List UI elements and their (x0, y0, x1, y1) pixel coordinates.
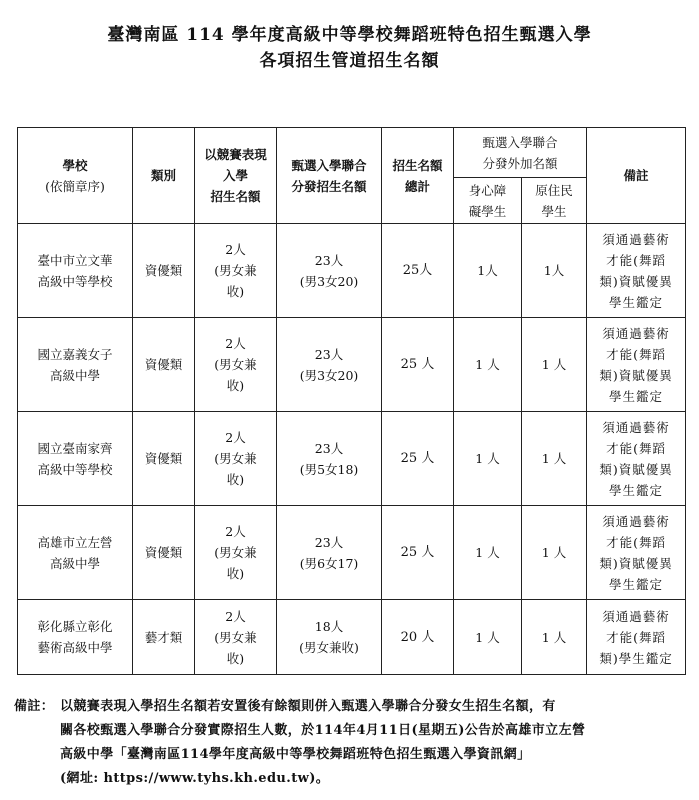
school-name-l2: 高級中等學校 (37, 273, 113, 289)
school-cell (18, 318, 133, 412)
competition-l1: 2人 (225, 524, 246, 539)
remark-l1: 須通過藝術 (602, 608, 670, 624)
disabled-cell: 1 人 (454, 506, 522, 600)
remark-l4: 學生鑑定 (609, 294, 664, 310)
total-cell: 25 人 (382, 412, 454, 506)
document-title-line1: 臺灣南區 114 學年度高級中等學校舞蹈班特色招生甄選入學 (107, 25, 592, 45)
competition-cell (195, 224, 277, 318)
indigenous-cell: 1 人 (522, 506, 587, 600)
header-disabled-l2: 礙學生 (468, 203, 507, 219)
allocation-l1: 18人 (314, 619, 344, 634)
remark-l3: 類)資賦優異 (599, 367, 673, 383)
competition-l3: 收) (226, 566, 245, 581)
remark-cell (587, 224, 686, 318)
header-competition (195, 128, 277, 224)
allocation-cell (277, 506, 382, 600)
header-disabled-l1: 身心障 (468, 182, 507, 198)
header-school-label: 學校 (62, 157, 88, 173)
remark-l1: 須通過藝術 (602, 419, 670, 435)
school-name-l1: 高雄市立左營 (37, 534, 113, 550)
allocation-l2: (男女兼收) (299, 640, 359, 655)
header-competition-l3: 招生名額 (210, 189, 261, 204)
category-cell: 資優類 (133, 506, 195, 600)
admission-quota-table (17, 127, 686, 675)
header-indigenous (522, 178, 587, 224)
school-cell (18, 224, 133, 318)
total-cell: 25 人 (382, 318, 454, 412)
competition-l1: 2人 (225, 608, 246, 624)
remark-l2: 才能(舞蹈 (606, 534, 666, 550)
competition-cell (195, 412, 277, 506)
table-row (18, 318, 686, 412)
total-cell: 25人 (382, 224, 454, 318)
header-disabled (454, 178, 522, 224)
total-cell: 25 人 (382, 506, 454, 600)
remark-l3: 類)資賦優異 (599, 461, 673, 477)
competition-l2: (男女兼 (214, 263, 257, 278)
header-school (18, 128, 133, 224)
header-extra-l1: 甄選入學聯合 (482, 134, 558, 150)
remark-l1: 須通過藝術 (602, 231, 670, 247)
indigenous-cell: 1 人 (522, 600, 587, 675)
allocation-l2: (男5女18) (299, 461, 359, 477)
category-cell: 藝才類 (133, 600, 195, 675)
header-indigenous-l1: 原住民 (535, 182, 573, 198)
header-allocation-l1: 甄選入學聯合 (291, 157, 367, 173)
allocation-l2: (男6女17) (299, 555, 359, 571)
header-allocation-l2: 分發招生名額 (291, 178, 367, 194)
remark-l2: 才能(舞蹈 (606, 252, 666, 268)
header-extra-quota (454, 128, 587, 178)
competition-l3: 收) (226, 472, 245, 487)
competition-l3: 收) (226, 650, 245, 666)
footnote-line1: 以競賽表現入學招生名額若安置後有餘額則併入甄選入學聯合分發女生招生名額，有 (60, 699, 556, 714)
remark-cell (587, 412, 686, 506)
school-name-l1: 臺中市立文華 (37, 252, 113, 268)
remark-l2: 才能(舞蹈 (606, 440, 666, 456)
remark-l3: 類)學生鑑定 (599, 650, 673, 666)
school-name-l1: 國立臺南家齊 (37, 440, 113, 456)
remark-l4: 學生鑑定 (609, 576, 664, 592)
header-total-l2: 總計 (404, 178, 430, 194)
remark-l3: 類)資賦優異 (599, 273, 673, 289)
allocation-cell (277, 318, 382, 412)
school-cell (18, 506, 133, 600)
school-cell (18, 412, 133, 506)
footnote-first-line (14, 695, 690, 719)
indigenous-cell: 1 人 (522, 412, 587, 506)
competition-l2: (男女兼 (214, 545, 257, 560)
allocation-l1: 23人 (314, 252, 344, 268)
competition-l1: 2人 (225, 430, 246, 445)
competition-l1: 2人 (225, 336, 246, 351)
table-row (18, 506, 686, 600)
allocation-cell (277, 600, 382, 675)
footnote-label: 備註： (14, 699, 55, 714)
competition-cell (195, 318, 277, 412)
header-total (382, 128, 454, 224)
remark-cell (587, 318, 686, 412)
header-competition-l2: 入學 (222, 168, 248, 183)
competition-l1: 2人 (225, 242, 246, 257)
total-cell: 20 人 (382, 600, 454, 675)
header-extra-l2: 分發外加名額 (482, 155, 558, 171)
header-competition-l1: 以競賽表現 (204, 147, 267, 162)
footnote-line2: 關各校甄選入學聯合分發實際招生人數，於114年4月11日(星期五)公告於高雄市立左營 (60, 723, 586, 738)
header-total-l1: 招生名額 (392, 157, 443, 173)
competition-l3: 收) (226, 284, 245, 299)
allocation-l1: 23人 (314, 534, 344, 550)
document-title-line2: 各項招生管道招生名額 (259, 51, 440, 71)
footnote-line3: 高級中學「臺灣南區114學年度高級中等學校舞蹈班特色招生甄選入學資訊網」 (60, 747, 531, 762)
remark-l4: 學生鑑定 (609, 482, 664, 498)
remark-cell (587, 506, 686, 600)
indigenous-cell: 1人 (522, 224, 587, 318)
disabled-cell: 1 人 (454, 412, 522, 506)
disabled-cell: 1 人 (454, 600, 522, 675)
school-cell (18, 600, 133, 675)
disabled-cell: 1人 (454, 224, 522, 318)
remark-l2: 才能(舞蹈 (606, 346, 666, 362)
table-row (18, 600, 686, 675)
table-row (18, 224, 686, 318)
school-name-l1: 彰化縣立彰化 (37, 619, 113, 634)
remark-l2: 才能(舞蹈 (606, 629, 666, 645)
allocation-l1: 23人 (314, 346, 344, 362)
competition-cell (195, 600, 277, 675)
school-name-l2: 藝術高級中學 (37, 640, 113, 655)
school-name-l2: 高級中學 (49, 367, 100, 383)
footnote (14, 695, 690, 791)
competition-l3: 收) (226, 378, 245, 393)
school-name-l2: 高級中學 (49, 555, 100, 571)
allocation-cell (277, 412, 382, 506)
remark-l3: 類)資賦優異 (599, 555, 673, 571)
school-name-l1: 國立嘉義女子 (37, 346, 113, 362)
category-cell: 資優類 (133, 412, 195, 506)
remark-l1: 須通過藝術 (602, 325, 670, 341)
disabled-cell: 1 人 (454, 318, 522, 412)
remark-l1: 須通過藝術 (602, 513, 670, 529)
header-category: 類別 (133, 128, 195, 224)
allocation-l1: 23人 (314, 440, 344, 456)
remark-cell (587, 600, 686, 675)
competition-l2: (男女兼 (214, 629, 257, 645)
table-row (18, 412, 686, 506)
competition-cell (195, 506, 277, 600)
header-allocation (277, 128, 382, 224)
category-cell: 資優類 (133, 224, 195, 318)
allocation-l2: (男3女20) (299, 273, 359, 289)
competition-l2: (男女兼 (214, 357, 257, 372)
header-indigenous-l2: 學生 (541, 203, 567, 219)
competition-l2: (男女兼 (214, 451, 257, 466)
category-cell: 資優類 (133, 318, 195, 412)
remark-l4: 學生鑑定 (609, 388, 664, 404)
footnote-line4: (網址: https://www.tyhs.kh.edu.tw)。 (60, 771, 330, 786)
indigenous-cell: 1 人 (522, 318, 587, 412)
school-name-l2: 高級中等學校 (37, 461, 113, 477)
header-remark: 備註 (587, 128, 686, 224)
allocation-l2: (男3女20) (299, 367, 359, 383)
allocation-cell (277, 224, 382, 318)
header-school-sub: (依簡章序) (45, 178, 105, 194)
